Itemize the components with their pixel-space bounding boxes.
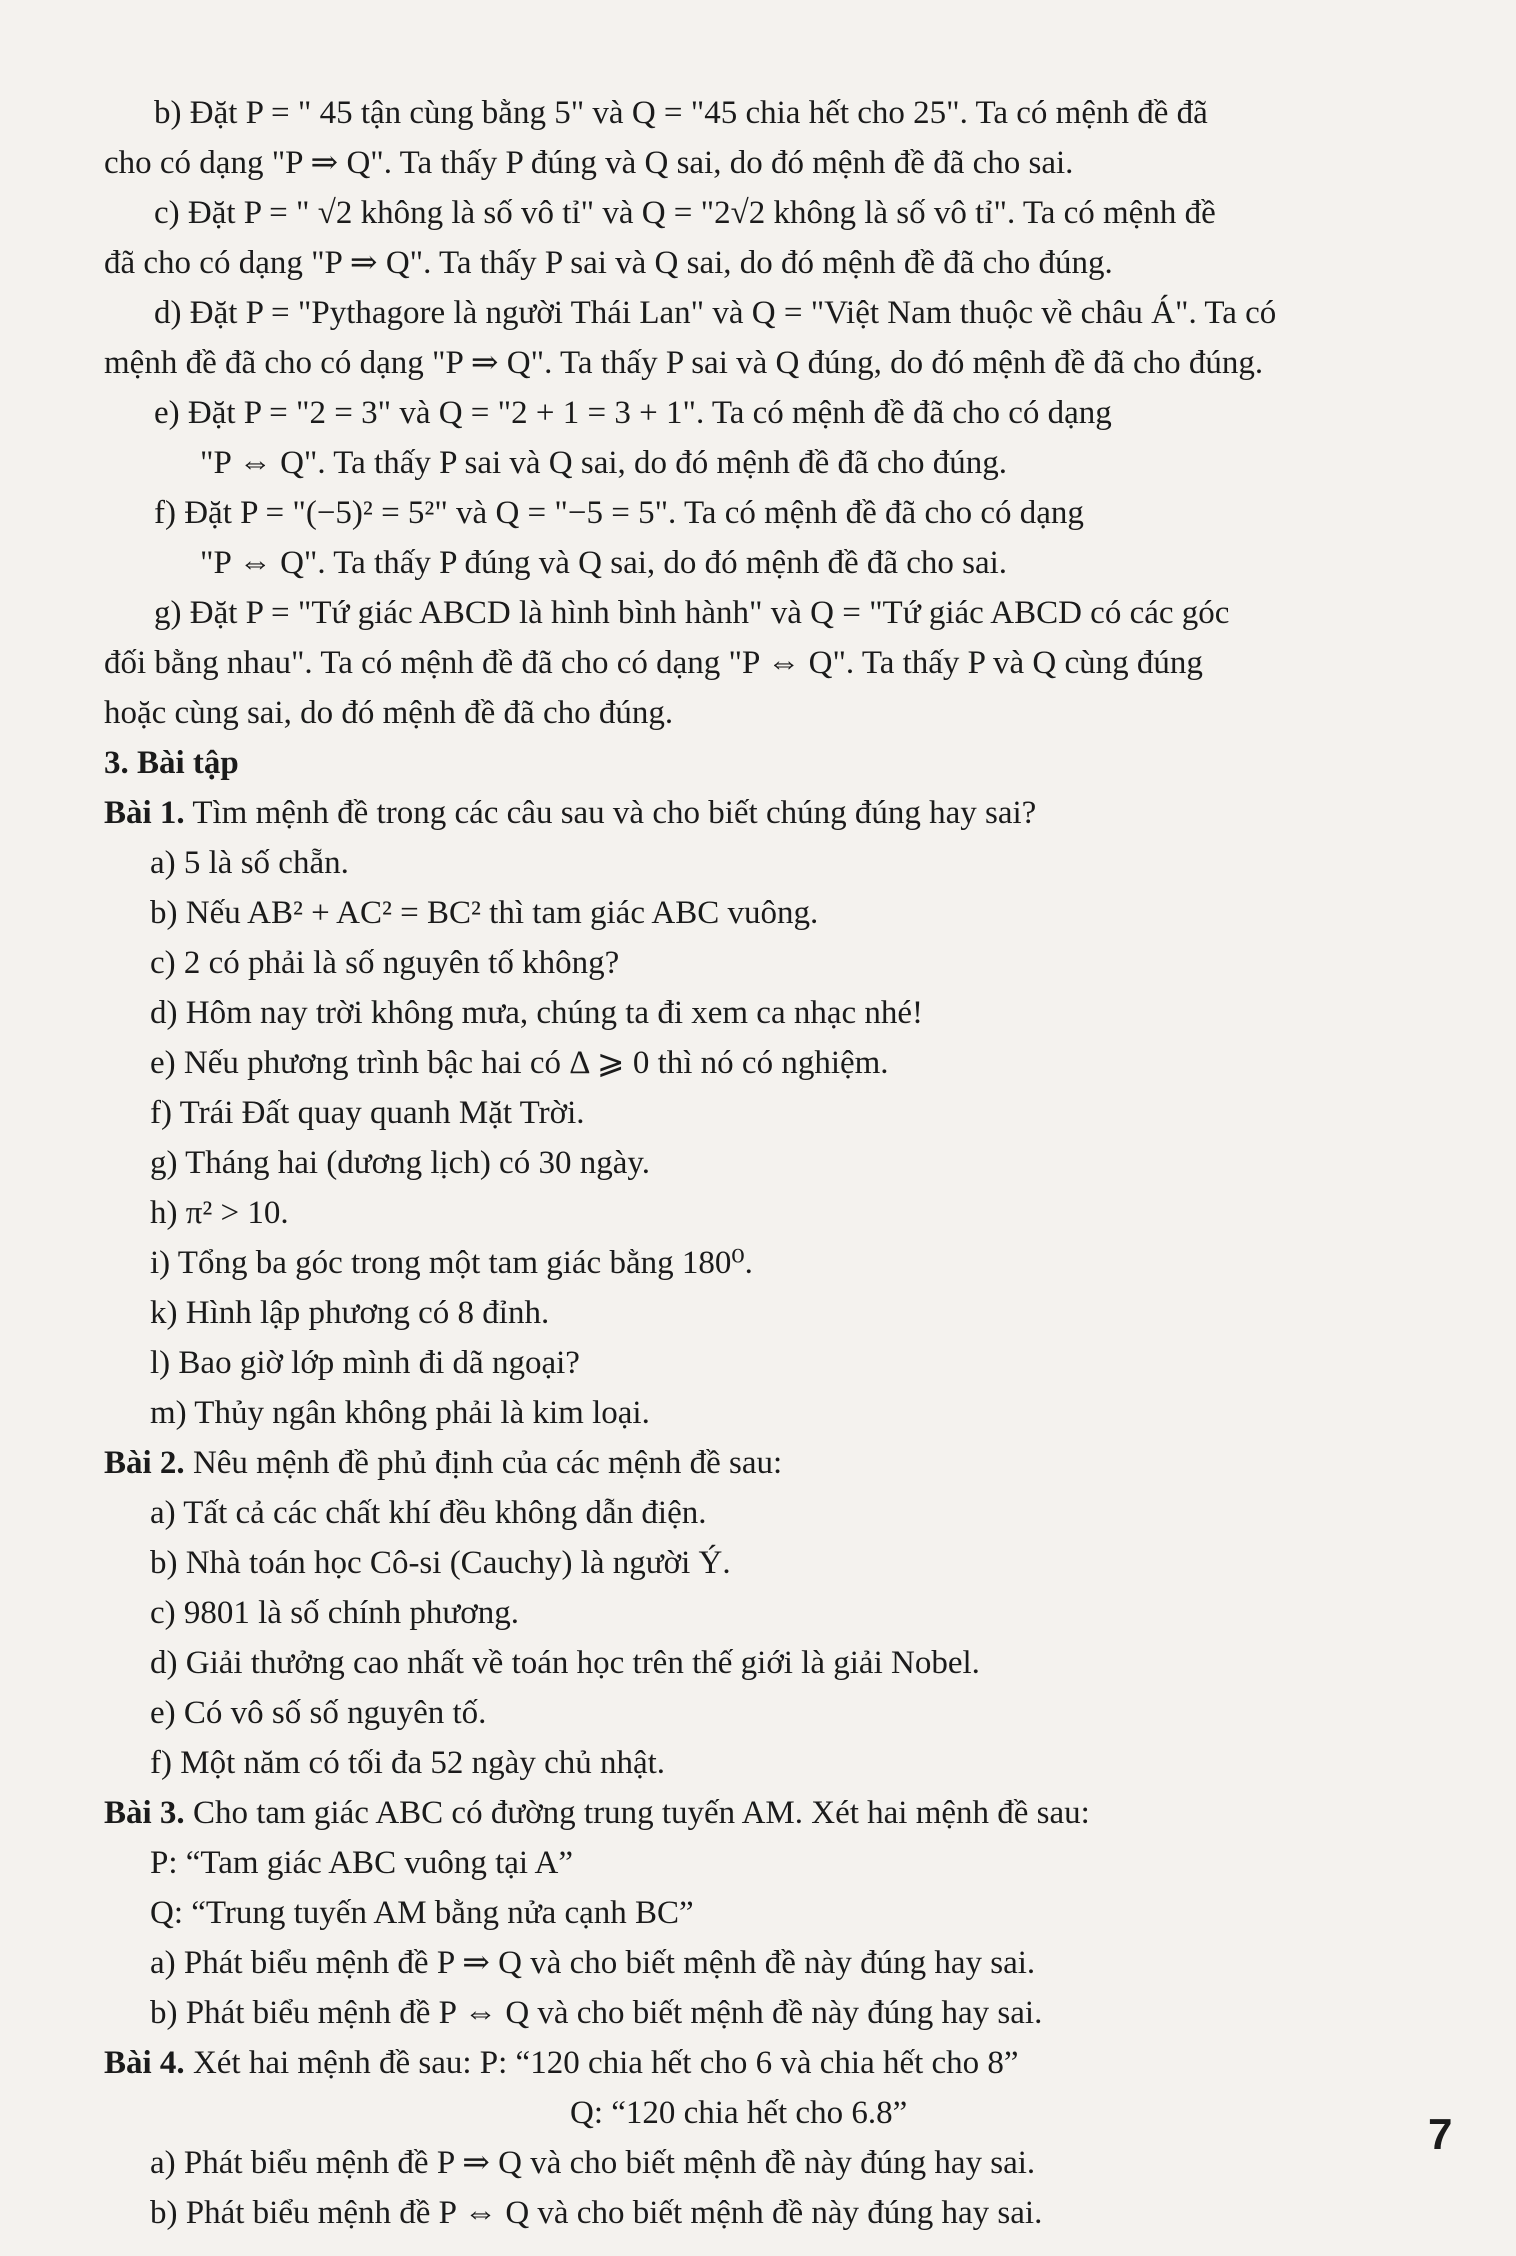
line-text: đã cho có dạng "P ⇒ Q". Ta thấy P sai và Q sai, do đó mệnh đề đã cho đúng. bbox=[104, 245, 1113, 281]
page-number: 7 bbox=[1428, 2110, 1453, 2159]
text-line bbox=[104, 388, 1444, 438]
line-text: m) Thủy ngân không phải là kim loại. bbox=[150, 1395, 650, 1431]
line-text: a) 5 là số chẵn. bbox=[150, 845, 349, 881]
text-line bbox=[104, 138, 1444, 188]
text-line bbox=[104, 1138, 1444, 1188]
line-text: a) Phát biểu mệnh đề P ⇒ Q và cho biết mệnh đề này đúng hay sai. bbox=[150, 2145, 1036, 2181]
text-line bbox=[104, 1688, 1444, 1738]
line-text: a) Tất cả các chất khí đều không dẫn điện. bbox=[150, 1495, 707, 1531]
line-text: d) Hôm nay trời không mưa, chúng ta đi xem ca nhạc nhé! bbox=[150, 995, 924, 1031]
line-text: k) Hình lập phương có 8 đỉnh. bbox=[150, 1295, 550, 1331]
text-line bbox=[104, 1888, 1444, 1938]
line-text: e) Nếu phương trình bậc hai có Δ ⩾ 0 thì nó có nghiệm. bbox=[150, 1045, 889, 1081]
line-text: i) Tổng ba góc trong một tam giác bằng 180⁰. bbox=[150, 1245, 753, 1281]
exercise-label: Bài 4. bbox=[104, 2045, 185, 2081]
text-line bbox=[104, 288, 1444, 338]
line-text: 3. Bài tập bbox=[104, 745, 239, 781]
line-text: b) Phát biểu mệnh đề P ⇔ Q và cho biết mệnh đề này đúng hay sai. bbox=[150, 2195, 1043, 2231]
text-line bbox=[104, 938, 1444, 988]
exercise-label: Bài 1. bbox=[104, 795, 185, 831]
text-line bbox=[104, 838, 1444, 888]
line-text: Nêu mệnh đề phủ định của các mệnh đề sau: bbox=[184, 1445, 783, 1481]
line-text: g) Đặt P = "Tứ giác ABCD là hình bình hành" và Q = "Tứ giác ABCD có các góc bbox=[154, 595, 1230, 631]
text-line bbox=[104, 88, 1444, 138]
line-text: b) Phát biểu mệnh đề P ⇔ Q và cho biết mệnh đề này đúng hay sai. bbox=[150, 1995, 1043, 2031]
text-line bbox=[104, 738, 1444, 788]
line-text: hoặc cùng sai, do đó mệnh đề đã cho đúng. bbox=[104, 695, 674, 731]
line-text: d) Đặt P = "Pythagore là người Thái Lan" và Q = "Việt Nam thuộc về châu Á". Ta có bbox=[154, 295, 1277, 331]
line-text: mệnh đề đã cho có dạng "P ⇒ Q". Ta thấy P sai và Q đúng, do đó mệnh đề đã cho đúng. bbox=[104, 345, 1264, 381]
text-line bbox=[104, 1488, 1444, 1538]
line-text: Tìm mệnh đề trong các câu sau và cho biết chúng đúng hay sai? bbox=[184, 795, 1037, 831]
text-line bbox=[104, 1238, 1444, 1288]
text-line bbox=[104, 1338, 1444, 1388]
text-line bbox=[104, 1638, 1444, 1688]
text-line bbox=[104, 238, 1444, 288]
text-line bbox=[104, 588, 1444, 638]
text-line bbox=[104, 888, 1444, 938]
text-line bbox=[104, 1788, 1444, 1838]
line-text: "P ⇔ Q". Ta thấy P đúng và Q sai, do đó mệnh đề đã cho sai. bbox=[200, 545, 1008, 581]
text-line bbox=[104, 1088, 1444, 1138]
exercise-label: Bài 3. bbox=[104, 1795, 185, 1831]
text-line bbox=[104, 1288, 1444, 1338]
line-text: f) Đặt P = "(−5)² = 5²" và Q = "−5 = 5". Ta có mệnh đề đã cho có dạng bbox=[154, 495, 1084, 531]
text-line bbox=[104, 2088, 1444, 2138]
text-line bbox=[104, 1738, 1444, 1788]
line-text: e) Đặt P = "2 = 3" và Q = "2 + 1 = 3 + 1". Ta có mệnh đề đã cho có dạng bbox=[154, 395, 1112, 431]
text-line bbox=[104, 1188, 1444, 1238]
text-line bbox=[104, 1038, 1444, 1088]
line-text: b) Nếu AB² + AC² = BC² thì tam giác ABC vuông. bbox=[150, 895, 819, 931]
line-text: "P ⇔ Q". Ta thấy P sai và Q sai, do đó mệnh đề đã cho đúng. bbox=[200, 445, 1008, 481]
line-text: l) Bao giờ lớp mình đi dã ngoại? bbox=[150, 1345, 580, 1381]
text-line bbox=[104, 1838, 1444, 1888]
text-line bbox=[104, 788, 1444, 838]
line-text: c) 2 có phải là số nguyên tố không? bbox=[150, 945, 620, 981]
line-text: c) Đặt P = " √2 không là số vô tỉ" và Q = "2√2 không là số vô tỉ". Ta có mệnh đề bbox=[154, 195, 1216, 231]
exercise-label: Bài 2. bbox=[104, 1445, 185, 1481]
line-text: Xét hai mệnh đề sau: P: “120 chia hết cho 6 và chia hết cho 8” bbox=[184, 2045, 1019, 2081]
line-text: cho có dạng "P ⇒ Q". Ta thấy P đúng và Q sai, do đó mệnh đề đã cho sai. bbox=[104, 145, 1074, 181]
text-line bbox=[104, 1588, 1444, 1638]
text-line bbox=[104, 2038, 1444, 2088]
text-line bbox=[104, 488, 1444, 538]
line-text: f) Trái Đất quay quanh Mặt Trời. bbox=[150, 1095, 585, 1131]
line-text: d) Giải thưởng cao nhất về toán học trên thế giới là giải Nobel. bbox=[150, 1645, 980, 1681]
text-line bbox=[104, 1388, 1444, 1438]
line-text: Q: “Trung tuyến AM bằng nửa cạnh BC” bbox=[150, 1895, 694, 1931]
line-text: g) Tháng hai (dương lịch) có 30 ngày. bbox=[150, 1145, 650, 1181]
text-line bbox=[104, 1938, 1444, 1988]
text-line bbox=[104, 2188, 1444, 2238]
page-content bbox=[104, 88, 1444, 2238]
text-line bbox=[104, 1438, 1444, 1488]
text-line bbox=[104, 438, 1444, 488]
line-text: đối bằng nhau". Ta có mệnh đề đã cho có dạng "P ⇔ Q". Ta thấy P và Q cùng đúng bbox=[104, 645, 1203, 681]
text-line bbox=[104, 2138, 1444, 2188]
text-line bbox=[104, 688, 1444, 738]
line-text: h) π² > 10. bbox=[150, 1195, 289, 1231]
text-line bbox=[104, 638, 1444, 688]
line-text: b) Đặt P = " 45 tận cùng bằng 5" và Q = "45 chia hết cho 25". Ta có mệnh đề đã bbox=[154, 95, 1208, 131]
line-text: e) Có vô số số nguyên tố. bbox=[150, 1695, 487, 1731]
line-text: P: “Tam giác ABC vuông tại A” bbox=[150, 1845, 573, 1881]
text-line bbox=[104, 1538, 1444, 1588]
line-text: a) Phát biểu mệnh đề P ⇒ Q và cho biết mệnh đề này đúng hay sai. bbox=[150, 1945, 1036, 1981]
text-line bbox=[104, 1988, 1444, 2038]
line-text: Cho tam giác ABC có đường trung tuyến AM. Xét hai mệnh đề sau: bbox=[184, 1795, 1090, 1831]
text-line bbox=[104, 338, 1444, 388]
line-text: b) Nhà toán học Cô-si (Cauchy) là người Ý. bbox=[150, 1545, 731, 1581]
text-line bbox=[104, 188, 1444, 238]
line-text: Q: “120 chia hết cho 6.8” bbox=[570, 2095, 908, 2131]
line-text: f) Một năm có tối đa 52 ngày chủ nhật. bbox=[150, 1745, 666, 1781]
text-line bbox=[104, 988, 1444, 1038]
line-text: c) 9801 là số chính phương. bbox=[150, 1595, 519, 1631]
text-line bbox=[104, 538, 1444, 588]
